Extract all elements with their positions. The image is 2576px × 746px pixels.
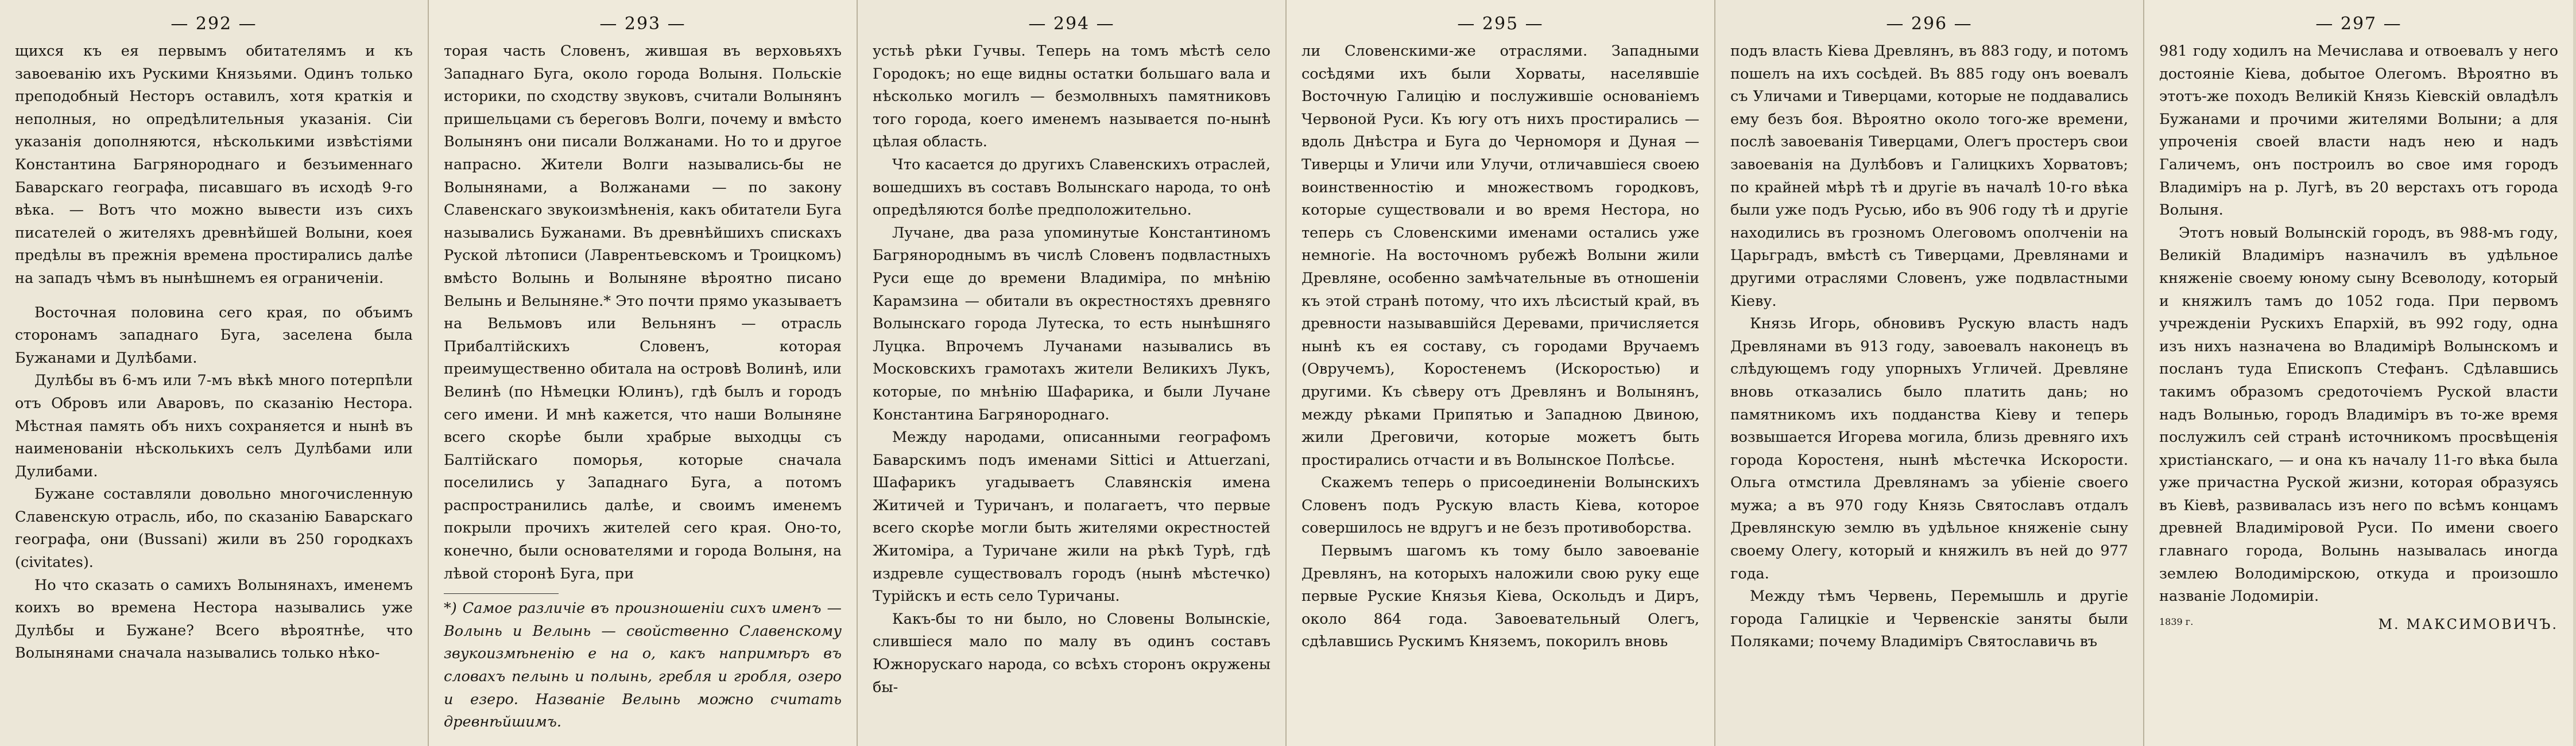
- page-number: — 293 —: [599, 14, 686, 34]
- page-body: [1301, 40, 1699, 654]
- paragraph: Восточная половина сего края, по объимъ сторонамъ западнаго Буга, заселена была Бужанами и Дулѣбами.: [15, 304, 413, 367]
- footnote: *) Самое различіе въ произношеніи сихъ именъ — Волынь и Велынь — свойственно Славенскому звукоизмѣненію е на о, какъ напримѣръ въ словахъ пелынь и полынь, гребля и гробля, озеро и езеро. Названіе Велынь можно считать древнѣйшимъ.: [444, 600, 842, 731]
- paragraph: Что касается до другихъ Славенскихъ отраслей, вошедшихъ въ составъ Волынскаго народа, то онѣ опредѣляются болѣе предположительно.: [873, 156, 1270, 219]
- publication-year: 1839 г.: [2159, 616, 2194, 627]
- paragraph: устьѣ рѣки Гучвы. Теперь на томъ мѣстѣ село Городокъ; но еще видны остатки большаго вала и нѣсколько могилъ — безмолвныхъ памятниковъ того города, коего именемъ называется по-нынѣ цѣлая область.: [873, 42, 1270, 151]
- paragraph: Бужане составляли довольно многочисленную Славенскую отрасль, ибо, по сказанію Баварскаго географа, они (Bussani) жили въ 250 городкахъ (civitates).: [15, 485, 413, 572]
- paragraph: Какъ-бы то ни было, но Словены Волынскіе, слившіеся мало по малу въ одинъ составъ Южнорускаго народа, со всѣхъ сторонъ окружены бы-: [873, 610, 1270, 696]
- paragraph: Но что сказать о самихъ Волынянахъ, именемъ коихъ во времена Нестора назывались уже Дулѣбы и Бужане? Всего вѣроятнѣе, что Волынянами сначала назывались только нѣко-: [15, 576, 413, 662]
- page-body: [873, 40, 1270, 699]
- footnote-rule: [444, 593, 559, 594]
- page-body: [444, 40, 842, 734]
- page-293: [429, 0, 858, 746]
- page-number: — 297 —: [2315, 14, 2402, 34]
- paragraph: Между тѣмъ Червень, Перемышль и другіе города Галицкіе и Червенскіе заняты были Поляками; почему Владиміръ Святославичь въ: [1730, 588, 2128, 651]
- paragraph: 981 году ходилъ на Мечислава и отвоевалъ у него достояніе Кіева, добытое Олегомъ. Вѣроятно въ этотъ-же походъ Великій Князь Кіевскій овладѣлъ Бужанами и прочими жителями Волыни; а для упроченія своей власти надъ нею и надъ Галичемъ, онъ построилъ во свое имя городъ Владиміръ на р. Лугѣ, въ 20 верстахъ отъ города Волыня.: [2159, 42, 2558, 219]
- page-number: — 295 —: [1457, 14, 1544, 34]
- paragraph: ли Словенскими-же отраслями. Западными сосѣдями ихъ были Хорваты, населявшіе Восточную Галицію и послужившіе основаніемъ Червоной Руси. Къ югу отъ нихъ простирались — вдоль Днѣстра и Буга до Черноморя и Дуная — Тиверцы и Уличи или Улучи, отличавшіеся своею воинственностію и множествомъ городковъ, которые существовали и во время Нестора, но теперь съ Словенскими именами остались уже немногіе. На восточномъ рубежѣ Волыни жили Древляне, особенно замѣчательные въ отношеніи къ этой странѣ потому, что ихъ лѣсистый край, въ древности называвшійся Деревами, причисляется нынѣ къ ея составу, съ городами Вручаемъ (Овручемъ), Коростенемъ (Искоростью) и другими. Къ сѣверу отъ Древлянъ и Волынянъ, между рѣками Припятью и Западною Двиною, жили Дреговичи, которые можетъ быть простирались отчасти и въ Волынское Полѣсье.: [1301, 42, 1699, 469]
- paragraph: Скажемъ теперь о присоединеніи Волынскихъ Словенъ подъ Рускую власть Кіева, которое совершилось не вдругъ и не безъ противоборства.: [1301, 474, 1699, 537]
- paragraph: Лучане, два раза упоминутые Константиномъ Багрянороднымъ въ числѣ Словенъ подвластныхъ Руси еще до времени Владиміра, по мнѣнію Карамзина — обитали въ окрестностяхъ древняго Волынскаго города Лутеска, то есть нынѣшняго Луцка. Впрочемъ Лучанами назывались въ Московскихъ грамотахъ жители Великихъ Лукъ, которые, по мнѣнію Шафарика, и были Лучане Константина Багрянороднаго.: [873, 224, 1270, 423]
- page-body: [1730, 40, 2128, 654]
- paragraph: подъ власть Кіева Древлянъ, въ 883 году, и потомъ пошелъ на ихъ сосѣдей. Въ 885 году онъ воевалъ съ Уличами и Тиверцами, которые не поддавались ему безъ боя. Вѣроятно около того-же времени, послѣ завоеванія Тиверцами, Олегъ простеръ свои завоеванія на Дулѣбовъ и Галицкихъ Хорватовъ; по крайней мѣрѣ тѣ и другіе въ началѣ 10-го вѣка были уже подъ Русью, ибо въ 906 году тѣ и другіе находились въ грозномъ Олеговомъ ополченіи на Царьградъ, вмѣстѣ съ Тиверцами, Древлянами и другими отраслями Словенъ, уже подвластными Кіеву.: [1730, 42, 2128, 310]
- paragraph: Первымъ шагомъ къ тому было завоеваніе Древлянъ, на которыхъ наложили свою руку еще первые Руские Князья Кіева, Оскольдъ и Диръ, около 864 года. Завоевательный Олегъ, сдѣлавшись Рускимъ Княземъ, покорилъ вновь: [1301, 542, 1699, 651]
- paragraph: торая часть Словенъ, жившая въ верховьяхъ Западнаго Буга, около города Волыня. Польскіе историки, по сходству звуковъ, считали Волынянъ пришельцами съ береговъ Волги, почему и вмѣсто Волынянъ они писали Волжанами. Но то и другое напрасно. Жители Волги назывались-бы не Волынянами, а Волжанами — по закону Славенскаго звукоизмѣненія, какъ обитатели Буга назывались Бужанами. Въ древнѣйшихъ спискахъ Руской лѣтописи (Лаврентьевскомъ и Троицкомъ) вмѣсто Волынь и Волыняне вѣроятно писано Велынь и Велыняне.* Это почти прямо указываетъ на Вельмовъ или Вельнянъ — отрасль Прибалтійскихъ Словенъ, которая преимущественно обитала на островѣ Волинѣ, или Велинѣ (по Нѣмецки Юлинъ), гдѣ былъ и городъ сего имени. И мнѣ кажется, что наши Волыняне всего скорѣе были храбрые выходцы съ Балтійскаго поморья, которые сначала поселились у Западнаго Буга, а потомъ распространились далѣе, и своимъ именемъ покрыли прочихъ жителей сего края. Оно-то, конечно, были основателями и города Волыня, на лѣвой сторонѣ Буга, при: [444, 42, 842, 582]
- page-295: [1287, 0, 1715, 746]
- page-292: [0, 0, 429, 746]
- paragraph: Между народами, описанными географомъ Баварскимъ подъ именами Sittici и Attuerzani, Шафарикъ угадываетъ Славянскія имена Житичей и Туричанъ, и полагаетъ, что первые всего скорѣе могли быть жителями окрестностей Житоміра, а Туричане жили на рѣкѣ Турѣ, гдѣ издревле существовалъ городъ (нынѣ мѣстечко) Турійскъ и есть село Туричаны.: [873, 429, 1270, 605]
- page-number: — 292 —: [171, 14, 257, 34]
- paragraph: Этотъ новый Волынскій городъ, въ 988-мъ году, Великій Владиміръ назначилъ въ удѣльное княженіе своему юному сыну Всеволоду, который и княжилъ тамъ до 1052 года. При первомъ учрежденіи Рускихъ Епархій, въ 992 году, одна изъ нихъ назначена во Владимірѣ Волынскомъ и посланъ туда Епископъ Стефанъ. Сдѣлавшись такимъ образомъ средоточіемъ Руской власти надъ Волынью, городъ Владиміръ въ то-же время послужилъ сей странѣ источникомъ просвѣщенія христіанскаго, — и она къ началу 11-го вѣка была уже причастна Руской жизни, которая образуясь въ Кіевѣ, развивалась изъ него по всѣмъ концамъ древней Владиміровой Руси. По имени своего главнаго города, Волынь называлась иногда землею Володимірскою, откуда и произошло названіе Лодомиріи.: [2159, 224, 2558, 605]
- paragraph: щихся къ ея первымъ обитателямъ и къ завоеванію ихъ Рускими Князьями. Одинъ только преподобный Несторъ оставилъ, хотя краткія и неполныя, но опредѣлительныя указанія. Сіи указанія дополняются, нѣсколькими извѣстіями Константина Багрянороднаго и безъименнаго Баварскаго географа, писавшаго въ исходѣ 9-го вѣка. — Вотъ что можно вывести изъ сихъ писателей о жителяхъ древнѣйшей Волыни, коея предѣлы въ прежнія времена простирались далѣе на западъ чѣмъ въ нынѣшнемъ ея ограниченіи.: [15, 42, 413, 287]
- author-signature: М. МАКСИМОВИЧЪ.: [2378, 616, 2558, 632]
- paragraph: Князь Игорь, обновивъ Рускую власть надъ Древлянами въ 913 году, завоевалъ наконецъ въ слѣдующемъ году упорныхъ Угличей. Древляне вновь отказались было платить дань; но памятникомъ ихъ подданства Кіеву и теперь возвышается Игорева могила, близь древняго ихъ города Коростеня, нынѣ мѣстечка Искорости. Ольга отмстила Древлянамъ за убіеніе своего мужа; а въ 970 году Князь Святославъ отдалъ Древлянскую землю въ удѣльное княженіе сыну своему Олегу, который и княжилъ въ ней до 977 года.: [1730, 315, 2128, 582]
- page-296: [1715, 0, 2144, 746]
- page-number: — 294 —: [1028, 14, 1115, 34]
- paragraph: Дулѣбы въ 6-мъ или 7-мъ вѣкѣ много потерпѣли отъ Обровъ или Аваровъ, по сказанію Нестора. Мѣстная память объ нихъ сохраняется и нынѣ въ наименованіи нѣсколькихъ селъ Дулѣбами или Дулибами.: [15, 372, 413, 480]
- page-297: [2144, 0, 2573, 746]
- page-294: [858, 0, 1287, 746]
- page-body: [2159, 40, 2558, 632]
- page-body: [15, 40, 413, 665]
- page-number: — 296 —: [1886, 14, 1973, 34]
